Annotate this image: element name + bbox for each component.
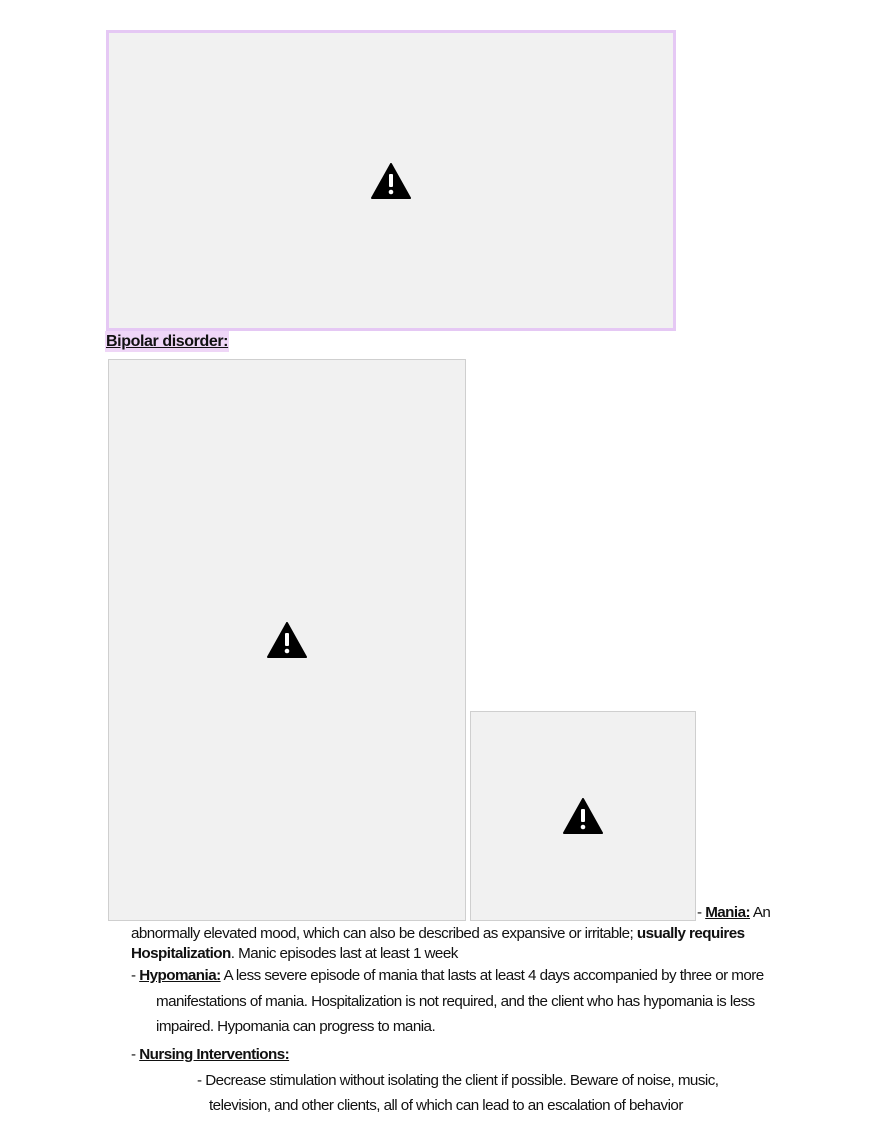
nursing-item-line-2: television, and other clients, all of which can lead to an escalation of behavior (209, 1097, 683, 1114)
mania-line-2: abnormally elevated mood, which can also be described as expansive or irritable; usually requires (131, 925, 745, 942)
hypomania-label: Hypomania: (139, 967, 221, 984)
section-heading: Bipolar disorder: (106, 333, 229, 350)
image-placeholder-left[interactable] (108, 359, 466, 921)
nursing-label: Nursing Interventions: (139, 1046, 290, 1063)
mania-line-1: - Mania: An (697, 904, 771, 921)
warning-triangle-icon (371, 163, 411, 199)
hypomania-line-2: manifestations of mania. Hospitalization is not required, and the client who has hypomania is less (156, 993, 755, 1010)
warning-triangle-icon (267, 622, 307, 658)
hypomania-line-3: impaired. Hypomania can progress to mania. (156, 1018, 436, 1035)
nursing-heading: - Nursing Interventions: (131, 1046, 290, 1063)
image-placeholder-top[interactable] (106, 30, 676, 331)
mania-label: Mania: (705, 904, 750, 921)
mania-line-3: Hospitalization. Manic episodes last at least 1 week (131, 945, 458, 962)
warning-triangle-icon (563, 798, 603, 834)
hypomania-line-1: - Hypomania: A less severe episode of mania that lasts at least 4 days accompanied by three or more (131, 967, 764, 984)
nursing-item-line-1: - Decrease stimulation without isolating the client if possible. Beware of noise, music, (197, 1072, 719, 1089)
image-placeholder-right[interactable] (470, 711, 696, 921)
